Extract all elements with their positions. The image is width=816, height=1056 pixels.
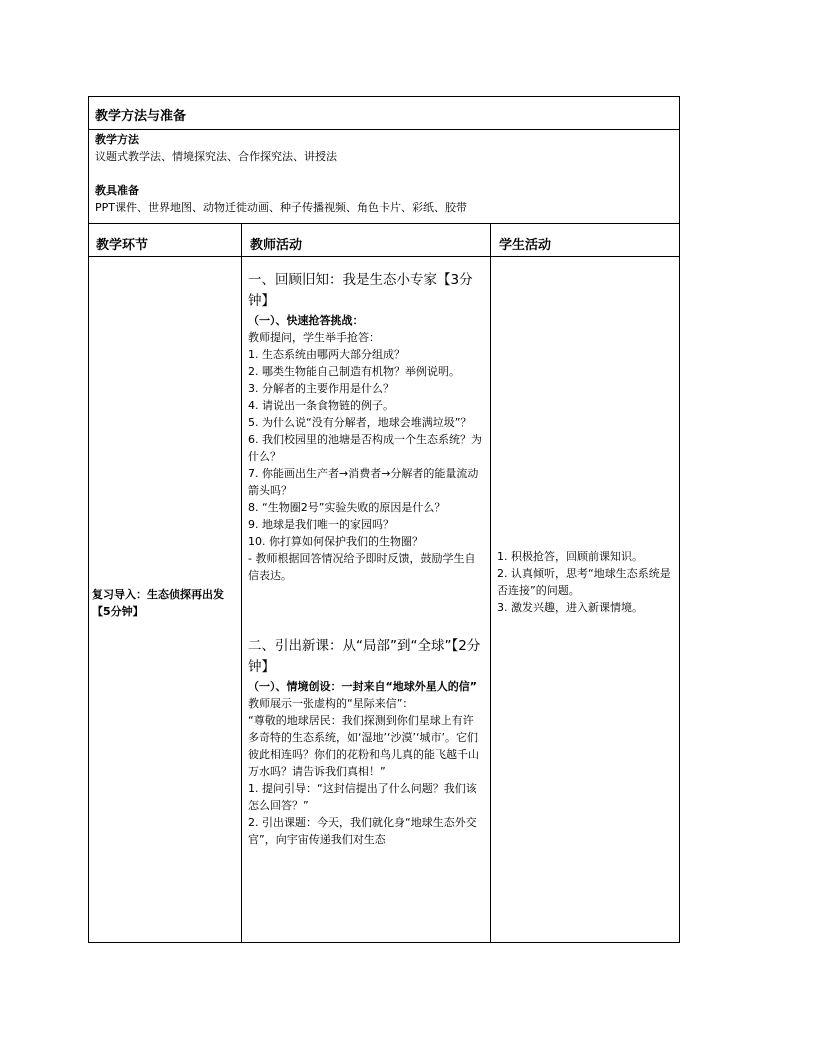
text-line: 8. “生物圈2号”实验失败的原因是什么？ bbox=[248, 501, 446, 514]
header-student: 学生活动 bbox=[499, 238, 552, 253]
text-line: 7. 你能画出生产者→消费者→分解者的能量流动箭头吗？ bbox=[248, 467, 479, 497]
tools-text: PPT课件、世界地图、动物迁徙动画、种子传播视频、角色卡片、彩纸、胶带 bbox=[95, 201, 467, 214]
text-line: 1. 生态系统由哪两大部分组成？ bbox=[248, 348, 405, 361]
teacher-activity-cell bbox=[248, 270, 484, 942]
header-top-divider bbox=[88, 223, 680, 224]
section-1-title: 一、回顾旧知：我是生态小专家【3分钟】 bbox=[248, 272, 473, 309]
section-2-subtitle: （一）、情境创设：一封来自“地球外星人的信” bbox=[248, 680, 477, 693]
section-2-lines bbox=[248, 695, 484, 848]
text-line: 2. 引出课题：今天，我们就化身“地球生态外交官”，向宇宙传递我们对生态 bbox=[248, 816, 477, 846]
text-line: 4. 请说出一条食物链的例子。 bbox=[248, 399, 394, 412]
text-line: 教师提问，学生举手抢答： bbox=[248, 331, 380, 344]
text-line: 2. 认真倾听，思考“地球生态系统是否连接”的问题。 bbox=[497, 567, 671, 597]
text-line: - 教师根据回答情况给予即时反馈，鼓励学生自信表达。 bbox=[248, 552, 476, 582]
header-teacher: 教师活动 bbox=[250, 238, 303, 253]
section-title: 教学方法与准备 bbox=[95, 109, 187, 124]
header-stage: 教学环节 bbox=[96, 238, 149, 253]
section-1-subtitle: （一）、快速抢答挑战： bbox=[248, 314, 364, 327]
methods-label: 教学方法 bbox=[95, 133, 139, 146]
student-activity-cell bbox=[497, 548, 673, 616]
text-line: 1. 提问引导：“这封信提出了什么问题？我们该怎么回答？” bbox=[248, 782, 477, 812]
text-line: 1. 积极抢答，回顾前课知识。 bbox=[497, 550, 643, 563]
text-line: 9. 地球是我们唯一的家园吗？ bbox=[248, 518, 394, 531]
text-line: 2. 哪类生物能自己制造有机物？举例说明。 bbox=[248, 365, 460, 378]
column-divider-2 bbox=[490, 223, 491, 943]
text-line: 教师展示一张虚构的“星际来信”： bbox=[248, 697, 414, 710]
header-bottom-divider bbox=[88, 256, 680, 257]
methods-and-preparation bbox=[95, 106, 675, 216]
text-line: 10. 你打算如何保护我们的生物圈？ bbox=[248, 535, 423, 548]
tools-label: 教具准备 bbox=[95, 184, 139, 197]
lesson-plan-sheet bbox=[88, 96, 680, 943]
stage-cell: 复习导入：生态侦探再出发【5分钟】 bbox=[92, 588, 224, 618]
section-2-title: 二、引出新课：从“局部”到“全球”【2分钟】 bbox=[248, 638, 481, 675]
text-line: 6. 我们校园里的池塘是否构成一个生态系统？为什么？ bbox=[248, 433, 482, 463]
text-line: 3. 分解者的主要作用是什么？ bbox=[248, 382, 394, 395]
column-divider-1 bbox=[241, 223, 242, 943]
text-line: 5. 为什么说“没有分解者，地球会堆满垃圾”？ bbox=[248, 416, 472, 429]
text-line: “尊敬的地球居民：我们探测到你们星球上有许多奇特的生态系统，如‘湿地’‘沙漠’‘城市’。它们彼此相连吗？你们的花粉和鸟儿真的能飞越千山万水吗？请告诉我们真相！” bbox=[248, 714, 479, 778]
text-line: 3. 激发兴趣，进入新课情境。 bbox=[497, 601, 643, 614]
methods-text: 议题式教学法、情境探究法、合作探究法、讲授法 bbox=[95, 150, 337, 163]
section-1-lines bbox=[248, 329, 484, 584]
